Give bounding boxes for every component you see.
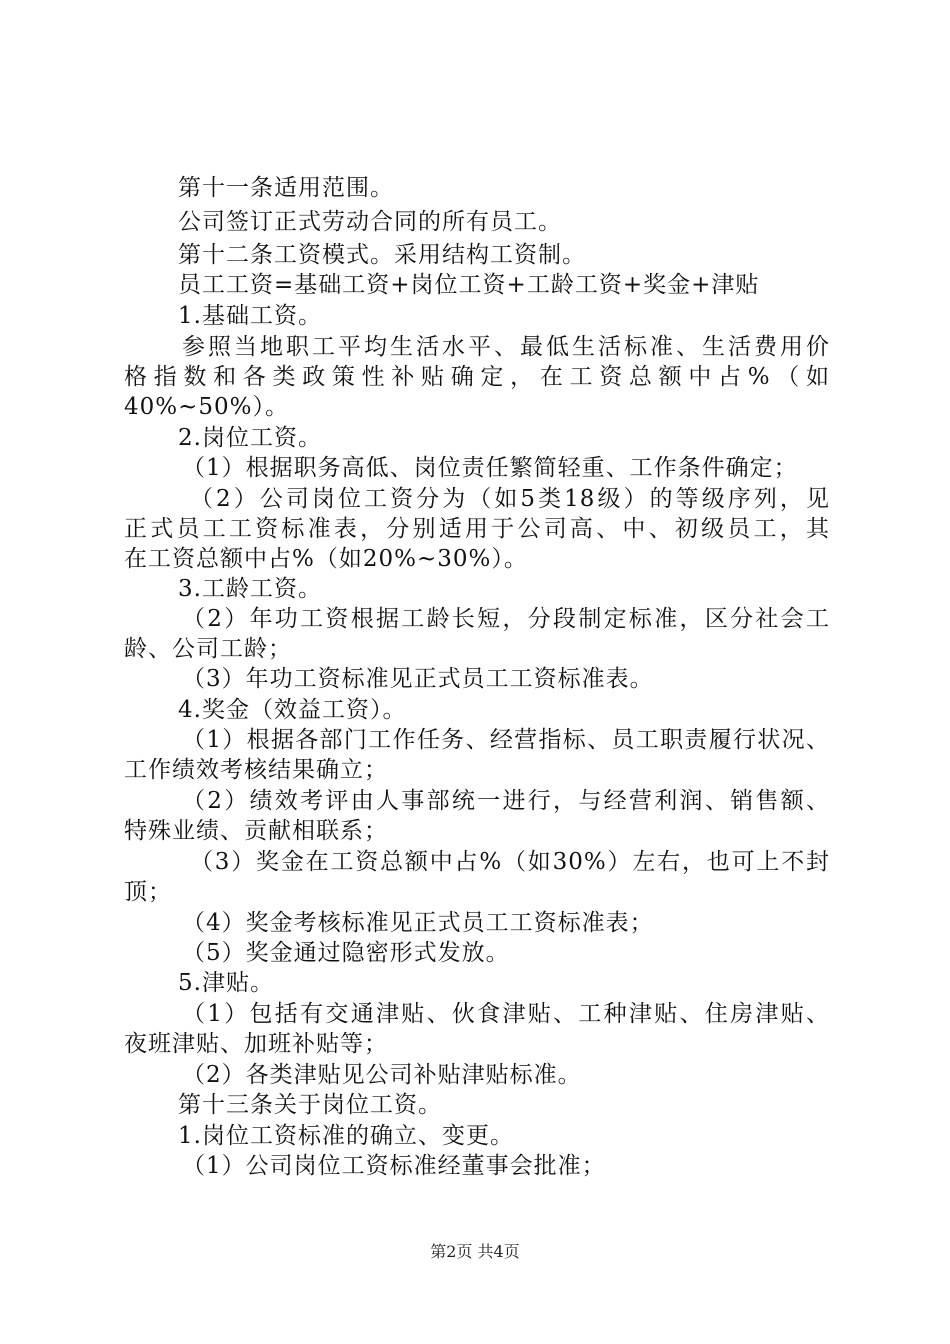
body-line: 格指数和各类政策性补贴确定，在工资总额中占%（如 (124, 364, 830, 390)
body-line: （2）公司岗位工资分为（如5类18级）的等级序列，见 (190, 486, 830, 512)
body-line: 顶； (124, 879, 172, 905)
body-line: 特殊业绩、贡献相联系； (124, 818, 388, 844)
body-line: （3）奖金在工资总额中占%（如30%）左右，也可上不封 (190, 849, 830, 875)
article-12-heading: 第十二条工资模式。采用结构工资制。 (178, 242, 586, 268)
body-line: （1）根据职务高低、岗位责任繁简轻重、工作条件确定； (182, 455, 798, 481)
body-line: （2）各类津贴见公司补贴津贴标准。 (182, 1062, 582, 1088)
section-basic-salary: 1.基础工资。 (178, 303, 322, 329)
section-allowance: 5.津贴。 (178, 970, 274, 996)
body-line: （1）包括有交通津贴、伙食津贴、工种津贴、住房津贴、 (182, 1001, 830, 1027)
section-position-standard: 1.岗位工资标准的确立、变更。 (178, 1123, 514, 1149)
body-line: （5）奖金通过隐密形式发放。 (182, 940, 510, 966)
body-line: （2）绩效考评由人事部统一进行，与经营利润、销售额、 (182, 788, 830, 814)
body-line: 40%~50%）。 (124, 394, 290, 420)
article-13-heading: 第十三条关于岗位工资。 (178, 1092, 442, 1118)
body-line: （1）根据各部门工作任务、经营指标、员工职责履行状况、 (182, 727, 830, 753)
body-line: 夜班津贴、加班补贴等； (124, 1031, 388, 1057)
body-line: （3）年功工资标准见正式员工工资标准表。 (182, 666, 654, 692)
section-position-salary: 2.岗位工资。 (178, 425, 322, 451)
body-line: 在工资总额中占%（如20%~30%）。 (124, 546, 528, 572)
body-line: 公司签订正式劳动合同的所有员工。 (178, 209, 562, 235)
article-11-heading: 第十一条适用范围。 (178, 175, 394, 201)
body-line: （1）公司岗位工资标准经董事会批准； (182, 1153, 606, 1179)
salary-formula: 员工工资=基础工资+岗位工资+工龄工资+奖金+津贴 (178, 272, 760, 298)
body-line: 参照当地职工平均生活水平、最低生活标准、生活费用价 (182, 334, 830, 360)
section-seniority-salary: 3.工龄工资。 (178, 576, 322, 602)
section-bonus: 4.奖金（效益工资）。 (178, 697, 407, 723)
body-line: （4）奖金考核标准见正式员工工资标准表； (182, 910, 654, 936)
page-footer: 第2页 共4页 (430, 1242, 520, 1261)
body-line: 正式员工工资标准表，分别适用于公司高、中、初级员工，其 (124, 516, 830, 542)
body-line: （2）年功工资根据工龄长短，分段制定标准，区分社会工 (182, 606, 830, 632)
body-line: 龄、公司工龄； (124, 636, 292, 662)
body-line: 工作绩效考核结果确立； (124, 757, 388, 783)
